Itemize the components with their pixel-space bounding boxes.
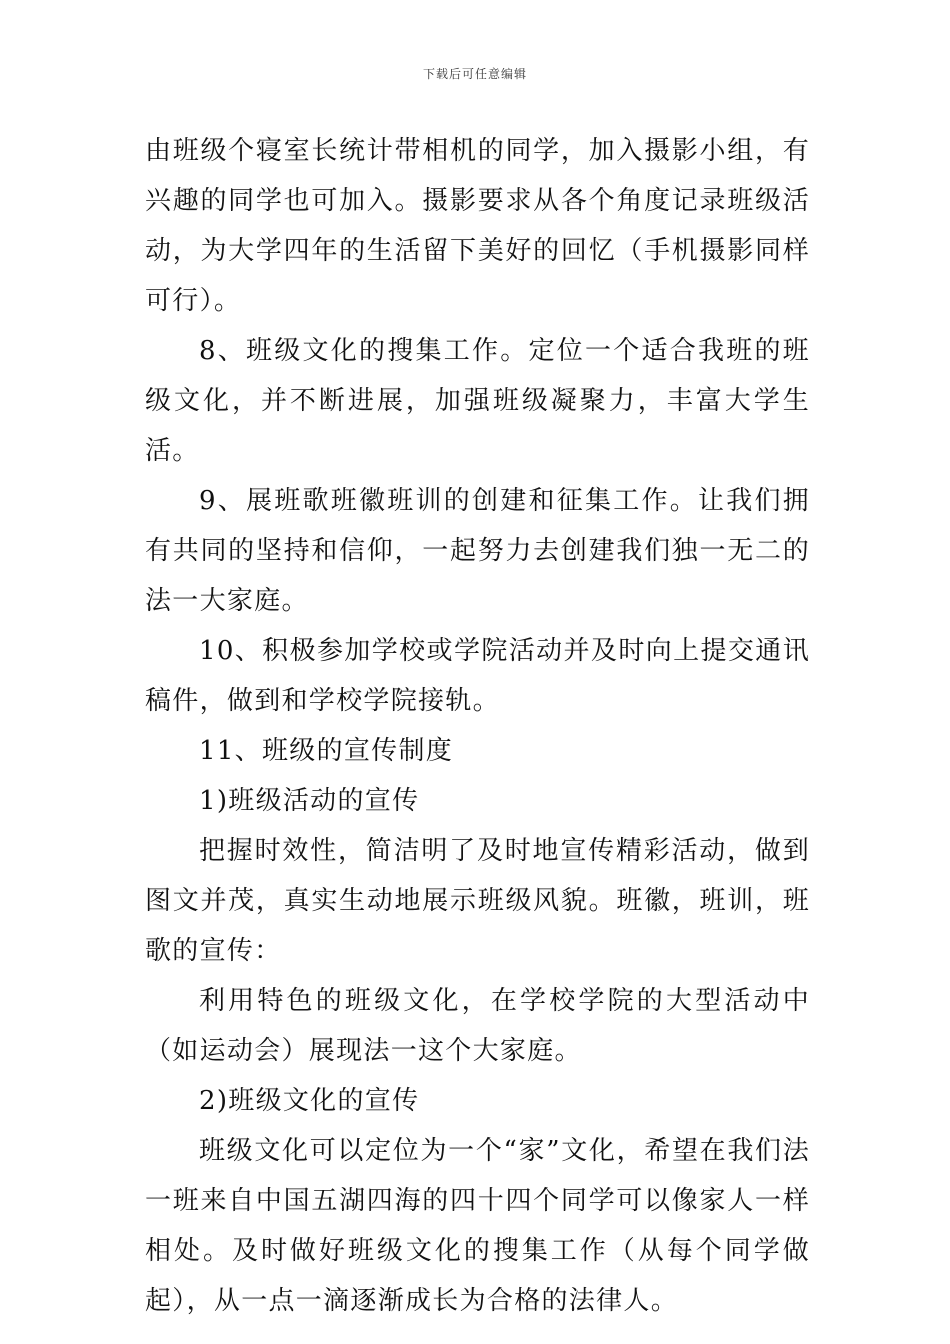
paragraph-photography-group: 由班级个寝室长统计带相机的同学，加入摄影小组，有兴趣的同学也可加入。摄影要求从各个角度记录班级活动，为大学四年的生活留下美好的回忆（手机摄影同样可行）。 xyxy=(145,136,810,316)
paragraph-item-10: 10、积极参加学校或学院活动并及时向上提交通讯稿件，做到和学校学院接轨。 xyxy=(145,636,810,716)
page-header-note: 下载后可任意编辑 xyxy=(422,67,527,81)
paragraph-item-8: 8、班级文化的搜集工作。定位一个适合我班的班级文化，并不断进展，加强班级凝聚力，丰富大学生活。 xyxy=(145,336,810,466)
paragraph-activity-publicity: 把握时效性，简洁明了及时地宣传精彩活动，做到图文并茂，真实生动地展示班级风貌。班徽，班训，班歌的宣传： xyxy=(145,836,810,966)
document-body xyxy=(145,126,810,1326)
subheading-class-culture-publicity: 2)班级文化的宣传 xyxy=(199,1086,420,1116)
subheading-class-activity-publicity: 1)班级活动的宣传 xyxy=(199,786,420,816)
paragraph-culture-showcase: 利用特色的班级文化，在学校学院的大型活动中（如运动会）展现法一这个大家庭。 xyxy=(145,986,810,1066)
paragraph-item-9: 9、展班歌班徽班训的创建和征集工作。让我们拥有共同的坚持和信仰，一起努力去创建我们独一无二的法一大家庭。 xyxy=(145,486,810,616)
paragraph-home-culture: 班级文化可以定位为一个“家”文化，希望在我们法一班来自中国五湖四海的四十四个同学可以像家人一样相处。及时做好班级文化的搜集工作（从每个同学做起），从一点一滴逐渐成长为合格的法律人。 xyxy=(145,1136,810,1316)
paragraph-item-11-heading: 11、班级的宣传制度 xyxy=(199,736,454,766)
